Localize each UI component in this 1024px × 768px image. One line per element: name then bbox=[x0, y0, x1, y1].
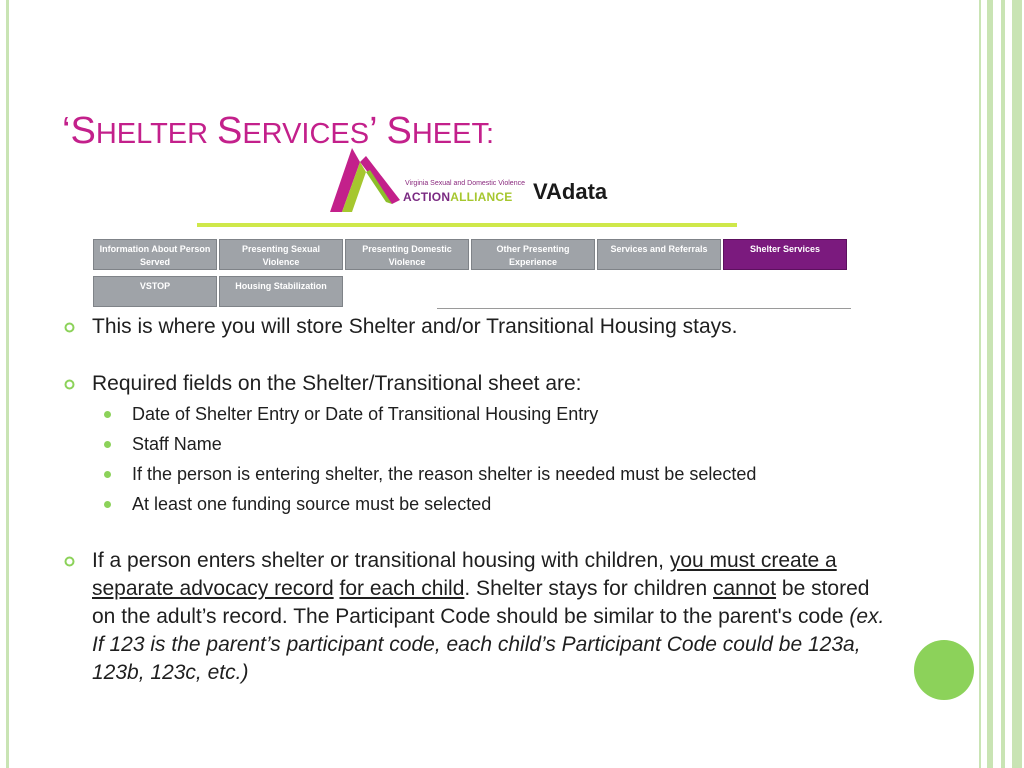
bullet-ring-icon bbox=[64, 556, 75, 567]
frame-line-left bbox=[6, 0, 9, 768]
bullet-dot-icon bbox=[104, 411, 111, 418]
bullet-required-fields: Required fields on the Shelter/Transitional sheet are: bbox=[64, 370, 914, 398]
logo-divider bbox=[197, 223, 737, 227]
sub-bullet-funding-source: At least one funding source must be selected bbox=[104, 492, 491, 516]
bullet-shelter-storage: This is where you will store Shelter and/or Transitional Housing stays. bbox=[64, 313, 914, 341]
tab-presenting-domestic-violence[interactable]: Presenting Domestic Violence bbox=[345, 239, 469, 270]
decorative-green-circle bbox=[914, 640, 974, 700]
sub-bullet-staff-name: Staff Name bbox=[104, 432, 222, 456]
sheet-tabs bbox=[93, 239, 851, 310]
frame-line-right bbox=[987, 0, 993, 768]
bullet-ring-icon bbox=[64, 322, 75, 333]
bullet-dot-icon bbox=[104, 501, 111, 508]
bullet-children-records: If a person enters shelter or transitional housing with children, you must create a separate advocacy record for each child. Shelter stays for children cannot be stored on the adult’s record. The Participant Code should be similar to the parent's code (ex. If 123 is the parent’s participant code, each child’s Participant Code could be 123a, 123b, 123c, etc.) bbox=[64, 547, 894, 687]
bullet-dot-icon bbox=[104, 441, 111, 448]
bullet-ring-icon bbox=[64, 379, 75, 390]
sub-bullet-entry-date: Date of Shelter Entry or Date of Transitional Housing Entry bbox=[104, 402, 598, 426]
frame-line-right bbox=[1012, 0, 1022, 768]
tab-information-about-person-served[interactable]: Information About Person Served bbox=[93, 239, 217, 270]
tab-presenting-sexual-violence[interactable]: Presenting Sexual Violence bbox=[219, 239, 343, 270]
tab-housing-stabilization[interactable]: Housing Stabilization bbox=[219, 276, 343, 307]
frame-line-right bbox=[1001, 0, 1005, 768]
tab-divider bbox=[437, 308, 851, 309]
tab-vstop[interactable]: VSTOP bbox=[93, 276, 217, 307]
logo-tagline: Virginia Sexual and Domestic Violence bbox=[405, 180, 525, 187]
frame-line-right bbox=[979, 0, 981, 768]
logo-name: ACTIONALLIANCE bbox=[403, 190, 513, 204]
slide-title: ‘SHELTER SERVICES’ SHEET: bbox=[62, 110, 495, 152]
bullet-dot-icon bbox=[104, 471, 111, 478]
tab-shelter-services[interactable]: Shelter Services bbox=[723, 239, 847, 270]
tab-other-presenting-experience[interactable]: Other Presenting Experience bbox=[471, 239, 595, 270]
tab-services-and-referrals[interactable]: Services and Referrals bbox=[597, 239, 721, 270]
vadata-wordmark: VAdata bbox=[533, 179, 608, 204]
sub-bullet-reason-shelter: If the person is entering shelter, the reason shelter is needed must be selected bbox=[104, 462, 756, 486]
